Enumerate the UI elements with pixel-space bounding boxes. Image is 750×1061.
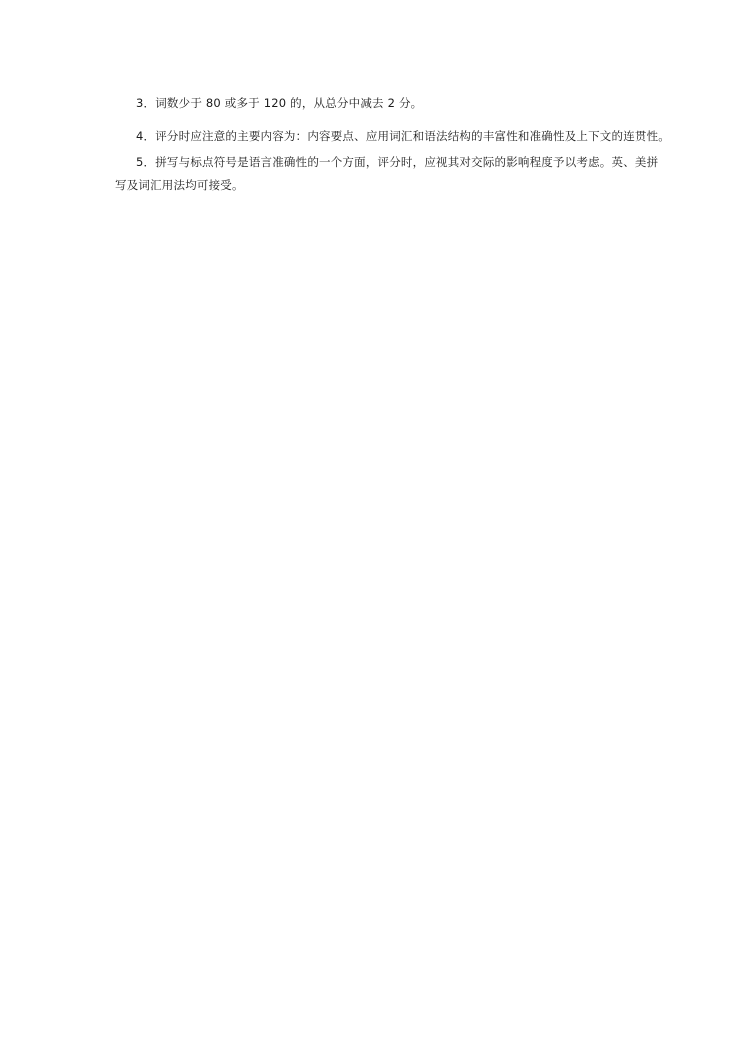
criterion-5: 5．拼写与标点符号是语言准确性的一个方面，评分时，应视其对交际的影响程度予以考虑。英、美拼 bbox=[136, 155, 659, 169]
criterion-3: 3．词数少于 80 或多于 120 的，从总分中减去 2 分。 bbox=[136, 96, 423, 110]
criterion-5-continued: 写及词汇用法均可接受。 bbox=[115, 178, 244, 192]
criterion-4: 4．评分时应注意的主要内容为：内容要点、应用词汇和语法结构的丰富性和准确性及上下文的连贯性。 bbox=[136, 129, 671, 143]
